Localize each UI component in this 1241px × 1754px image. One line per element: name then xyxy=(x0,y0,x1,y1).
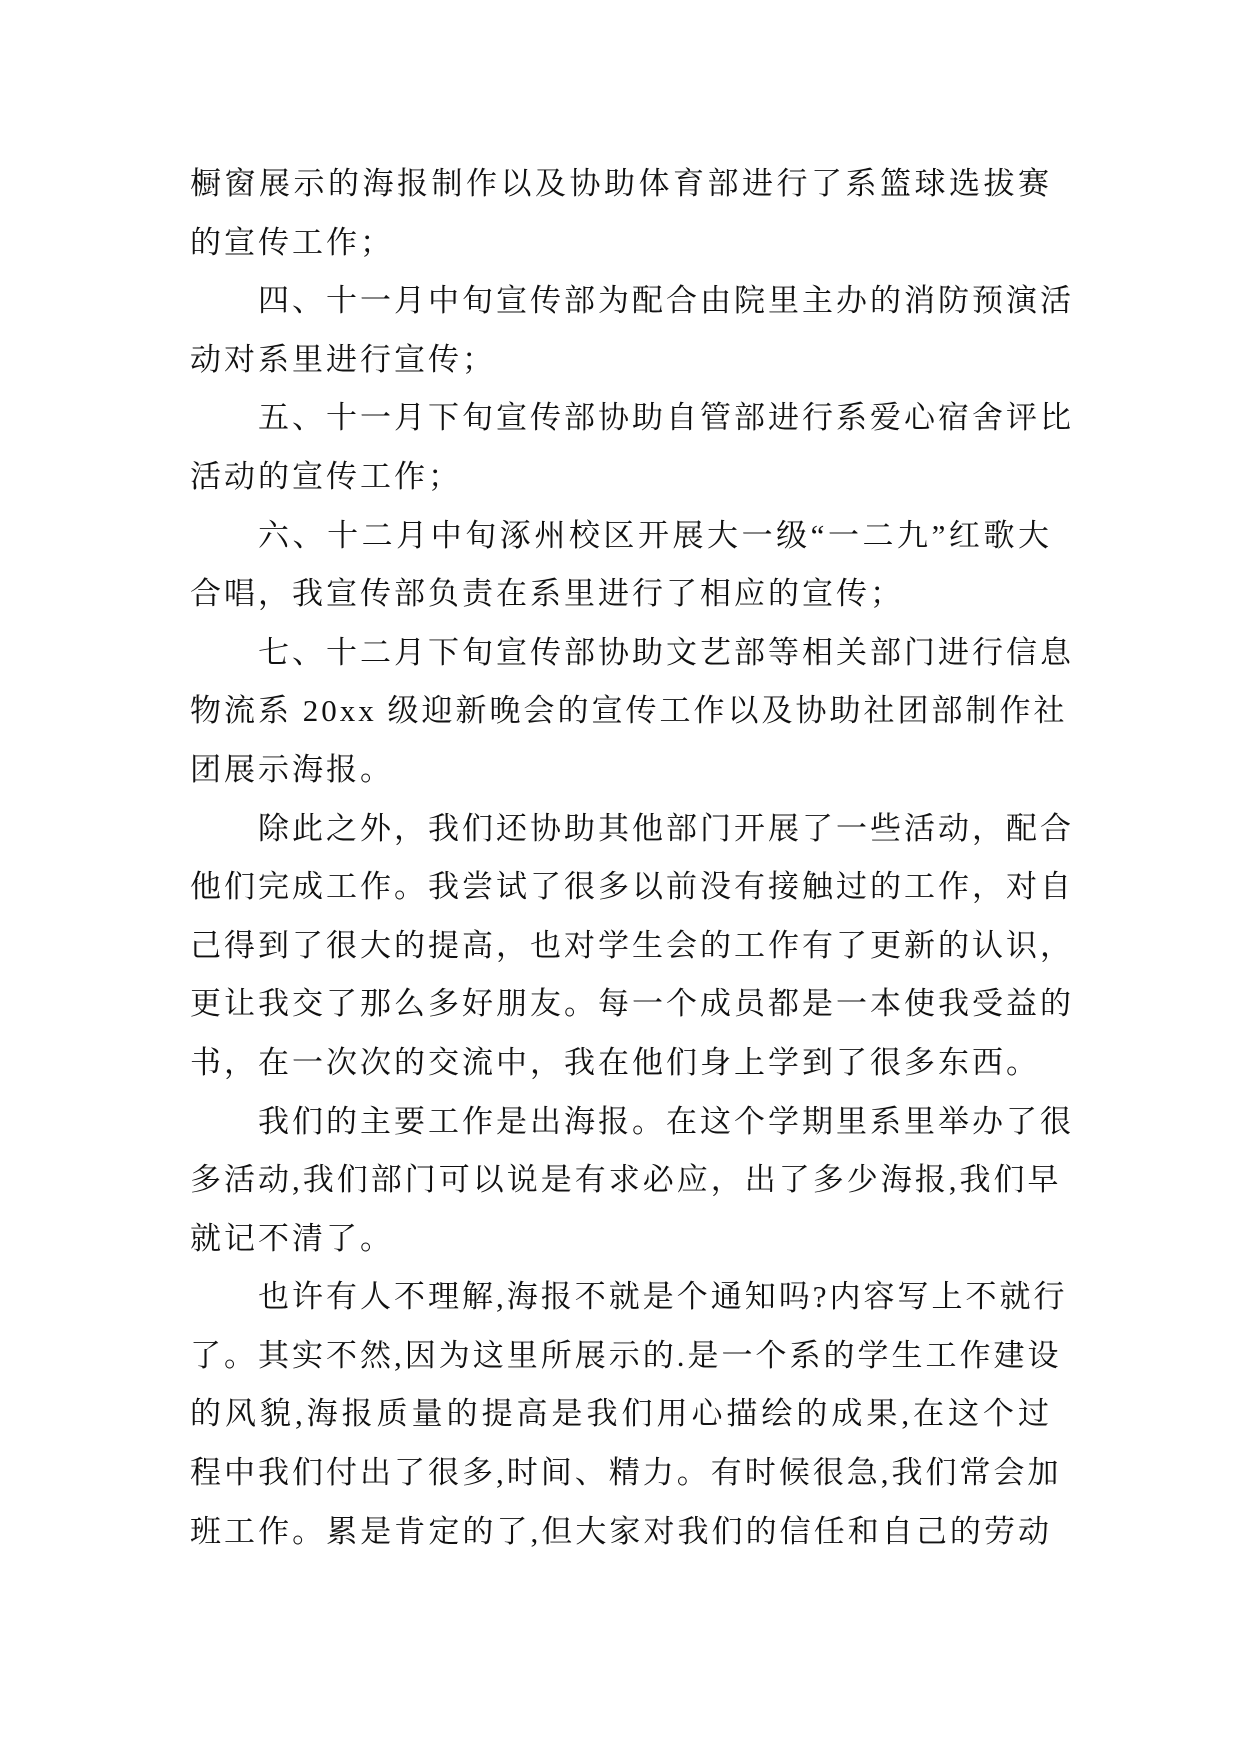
text-line: 班工作。累是肯定的了,但大家对我们的信任和自己的劳动 xyxy=(190,1513,1052,1549)
text-line: 了。其实不然,因为这里所展示的.是一个系的学生工作建设 xyxy=(190,1337,1062,1373)
text-line: 五、十一月下旬宣传部协助自管部进行系爱心宿舍评比 xyxy=(258,400,1074,436)
text-line: 动对系里进行宣传； xyxy=(190,341,496,377)
paragraph xyxy=(190,1093,1074,1269)
paragraph xyxy=(190,507,1052,624)
text-line: 物流系 20xx 级迎新晚会的宣传工作以及协助社团部制作社 xyxy=(190,693,1068,729)
paragraph xyxy=(190,155,1052,272)
text-line: 更让我交了那么多好朋友。每一个成员都是一本使我受益的 xyxy=(190,986,1074,1022)
text-line: 的宣传工作； xyxy=(190,224,394,260)
text-line: 他们完成工作。我尝试了很多以前没有接触过的工作，对自 xyxy=(190,869,1074,905)
text-line: 的风貌,海报质量的提高是我们用心描绘的成果,在这个过 xyxy=(190,1396,1052,1432)
text-line: 活动的宣传工作； xyxy=(190,458,462,494)
text-line: 也许有人不理解,海报不就是个通知吗?内容写上不就行 xyxy=(258,1279,1068,1315)
text-line: 除此之外，我们还协助其他部门开展了一些活动，配合 xyxy=(258,810,1074,846)
text-line: 团展示海报。 xyxy=(190,751,394,787)
document-body xyxy=(190,155,1074,1561)
text-line: 橱窗展示的海报制作以及协助体育部进行了系篮球选拔赛 xyxy=(190,166,1052,201)
paragraph xyxy=(190,800,1074,1093)
paragraph xyxy=(190,389,1074,506)
text-line: 我们的主要工作是出海报。在这个学期里系里举办了很 xyxy=(258,1103,1074,1139)
paragraph xyxy=(190,272,1074,389)
text-line: 就记不清了。 xyxy=(190,1220,394,1256)
text-line: 多活动,我们部门可以说是有求必应，出了多少海报,我们早 xyxy=(190,1162,1062,1198)
paragraph xyxy=(190,1268,1068,1561)
text-line: 七、十二月下旬宣传部协助文艺部等相关部门进行信息 xyxy=(258,634,1074,670)
text-line: 六、十二月中旬涿州校区开展大一级“一二九”红歌大 xyxy=(258,517,1052,553)
text-line: 合唱，我宣传部负责在系里进行了相应的宣传； xyxy=(190,576,904,612)
paragraph xyxy=(190,624,1074,800)
text-line: 己得到了很大的提高，也对学生会的工作有了更新的认识， xyxy=(190,927,1074,963)
text-line: 程中我们付出了很多,时间、精力。有时候很急,我们常会加 xyxy=(190,1455,1062,1491)
text-line: 四、十一月中旬宣传部为配合由院里主办的消防预演活 xyxy=(258,283,1074,319)
text-line: 书，在一次次的交流中，我在他们身上学到了很多东西。 xyxy=(190,1044,1040,1080)
